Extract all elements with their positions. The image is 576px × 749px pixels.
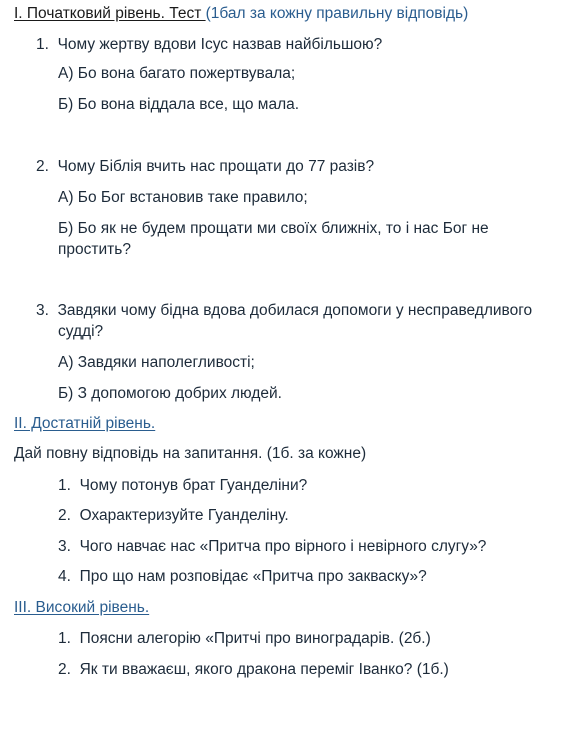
section1-title: І. Початковий рівень. Тест [14, 5, 206, 22]
question-number: 2. [36, 158, 49, 175]
item-text: Як ти вважаєш, якого дракона переміг Іванко? (1б.) [79, 661, 449, 678]
list-item [58, 567, 427, 587]
answer-option: А) Бо Бог встановив таке правило; [58, 189, 308, 206]
item-number: 3. [58, 538, 71, 555]
list-item [58, 476, 307, 496]
section1-heading [14, 4, 468, 24]
answer-option-continued: простить? [58, 241, 131, 258]
item-text: Про що нам розповідає «Притча про закваску»? [79, 568, 427, 585]
item-number: 1. [58, 477, 71, 494]
item-text: Чому потонув брат Гуанделіни? [79, 477, 308, 494]
list-item [58, 537, 486, 557]
question-number: 3. [36, 302, 49, 319]
answer-option: А) Завдяки наполегливості; [58, 354, 255, 371]
question-text: Чому жертву вдови Ісус назвав найбільшою? [57, 36, 383, 53]
section2-instruction: Дай повну відповідь на запитання. (1б. за кожне) [14, 445, 367, 462]
question-1 [36, 35, 382, 55]
item-text: Чого навчає нас «Притча про вірного і невірного слугу»? [79, 538, 487, 555]
question-3 [36, 301, 532, 321]
section3-title: ІІІ. Високий рівень. [14, 599, 150, 616]
section2-title: ІІ. Достатній рівень. [14, 415, 156, 432]
question-2 [36, 157, 374, 177]
question-text: Завдяки чому бідна вдова добилася допомоги у несправедливого [57, 302, 533, 319]
list-item [58, 629, 431, 649]
answer-option: Б) З допомогою добрих людей. [58, 385, 282, 402]
answer-option: Б) Бо вона віддала все, що мала. [58, 96, 300, 113]
answer-option: А) Бо вона багато пожертвувала; [58, 65, 296, 82]
item-text: Поясни алегорію «Притчі про виноградарів. (2б.) [79, 630, 431, 647]
item-number: 4. [58, 568, 71, 585]
item-number: 2. [58, 507, 71, 524]
item-number: 1. [58, 630, 71, 647]
question-text: Чому Біблія вчить нас прощати до 77 разів? [57, 158, 375, 175]
list-item [58, 506, 289, 526]
question-number: 1. [36, 36, 49, 53]
item-number: 2. [58, 661, 71, 678]
question-text-continued: судді? [58, 323, 104, 340]
item-text: Охарактеризуйте Гуанделіну. [79, 507, 289, 524]
list-item [58, 660, 449, 680]
section1-note: (1бал за кожну правильну відповідь) [205, 5, 469, 22]
answer-option: Б) Бо як не будем прощати ми своїх ближніх, то і нас Бог не [58, 220, 489, 237]
